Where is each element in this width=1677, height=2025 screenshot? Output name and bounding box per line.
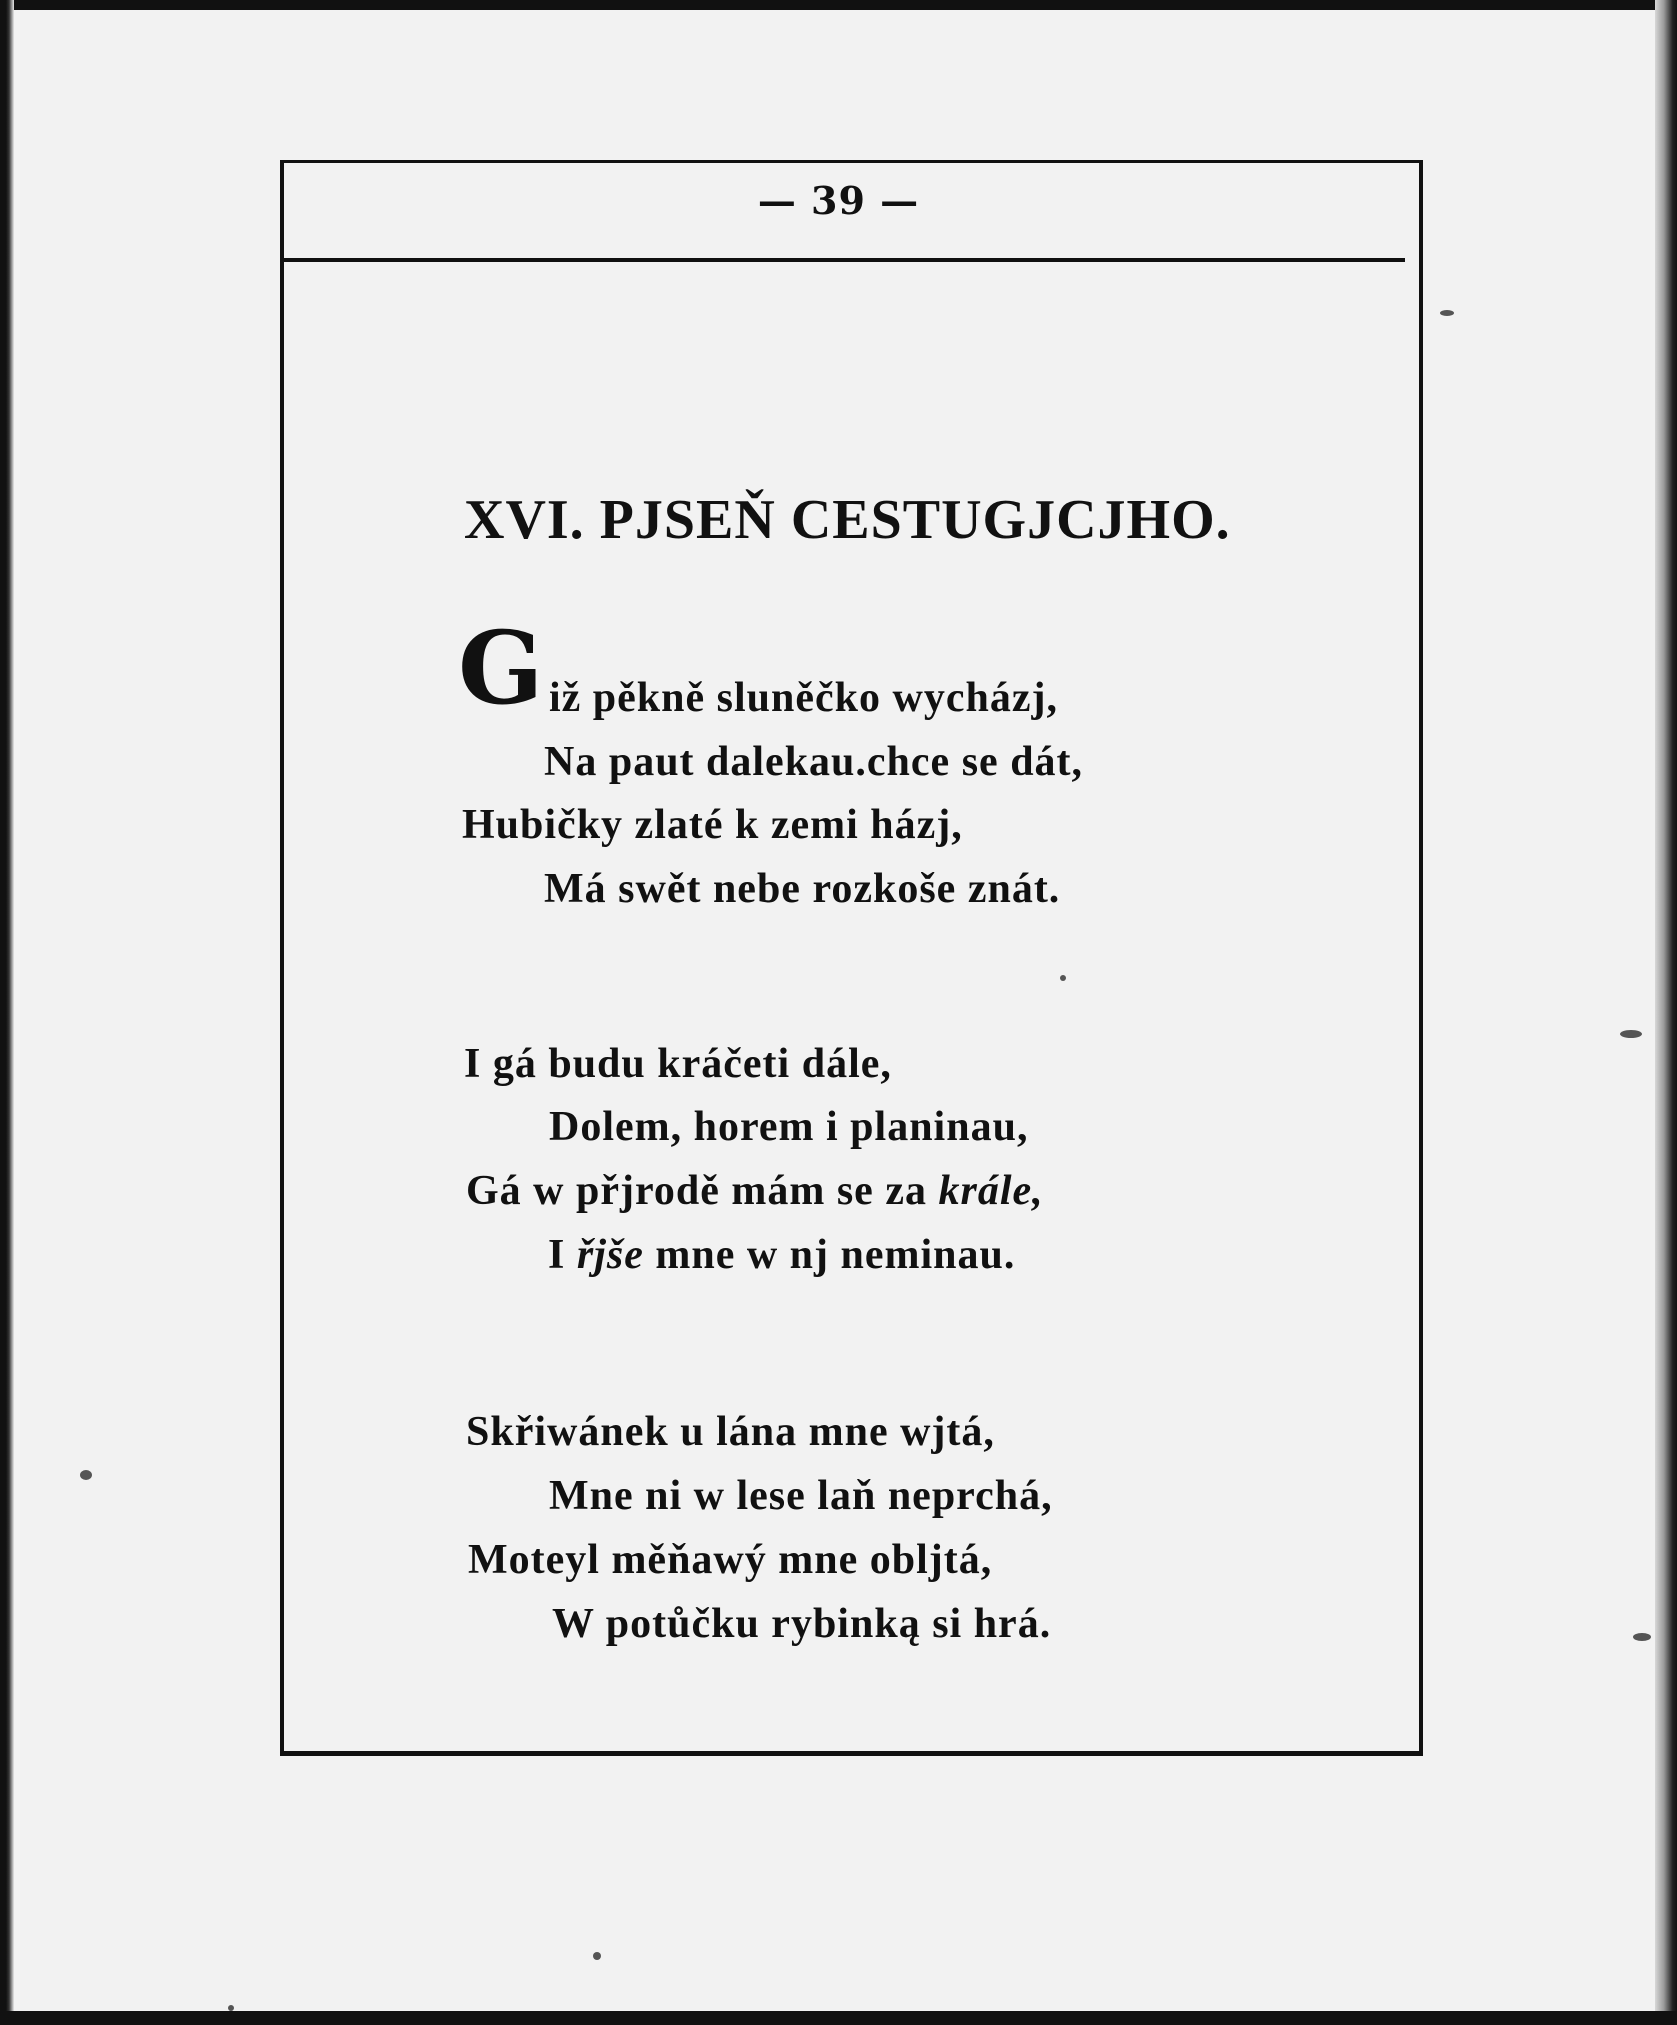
poem-line: Na paut dalekau.chce se dát, [544, 739, 1084, 785]
poem-line-text: Gá w přjrodě mám se za [466, 1168, 939, 1214]
drop-cap: G [458, 609, 544, 727]
scan-speck [1633, 1633, 1651, 1641]
page-number: — 39 — [757, 178, 920, 223]
scan-border-bottom [0, 2011, 1677, 2025]
poem-line: Má swět nebe rozkoše znát. [544, 866, 1061, 912]
emphasized-word: krále, [938, 1168, 1044, 1214]
poem-line: iž pěkně sluněčko wycházj, [549, 675, 1058, 721]
poem-line-text: mne w nj neminau. [643, 1232, 1016, 1278]
poem-line [466, 1167, 1044, 1215]
scan-speck [80, 1470, 92, 1480]
emphasized-word: řjše [576, 1232, 644, 1278]
poem-line: I gá budu kráčeti dále, [464, 1041, 892, 1087]
poem-line-text: I [548, 1232, 577, 1278]
scan-border-left [0, 0, 14, 2025]
scan-speck [228, 2005, 234, 2011]
scan-border-right [1655, 0, 1677, 2025]
poem-line: W potůčku rybinką si hrá. [552, 1601, 1052, 1647]
poem-line: Hubičky zlaté k zemi házj, [462, 802, 963, 848]
header-rule [282, 258, 1405, 262]
poem-line [548, 1231, 1015, 1279]
scan-border-top [0, 0, 1677, 10]
poem-line: Dolem, horem i planinau, [549, 1104, 1029, 1150]
poem-line: Skřiwánek u lána mne wjtá, [466, 1409, 995, 1455]
poem-line: Moteyl měňawý mne obljtá, [468, 1537, 993, 1583]
scan-speck [1440, 310, 1454, 316]
poem-title: XVI. PJSEŇ CESTUGJCJHO. [464, 489, 1231, 551]
scan-speck [593, 1952, 601, 1960]
scan-speck [1620, 1030, 1642, 1038]
poem-line: Mne ni w lese laň neprchá, [549, 1473, 1053, 1519]
